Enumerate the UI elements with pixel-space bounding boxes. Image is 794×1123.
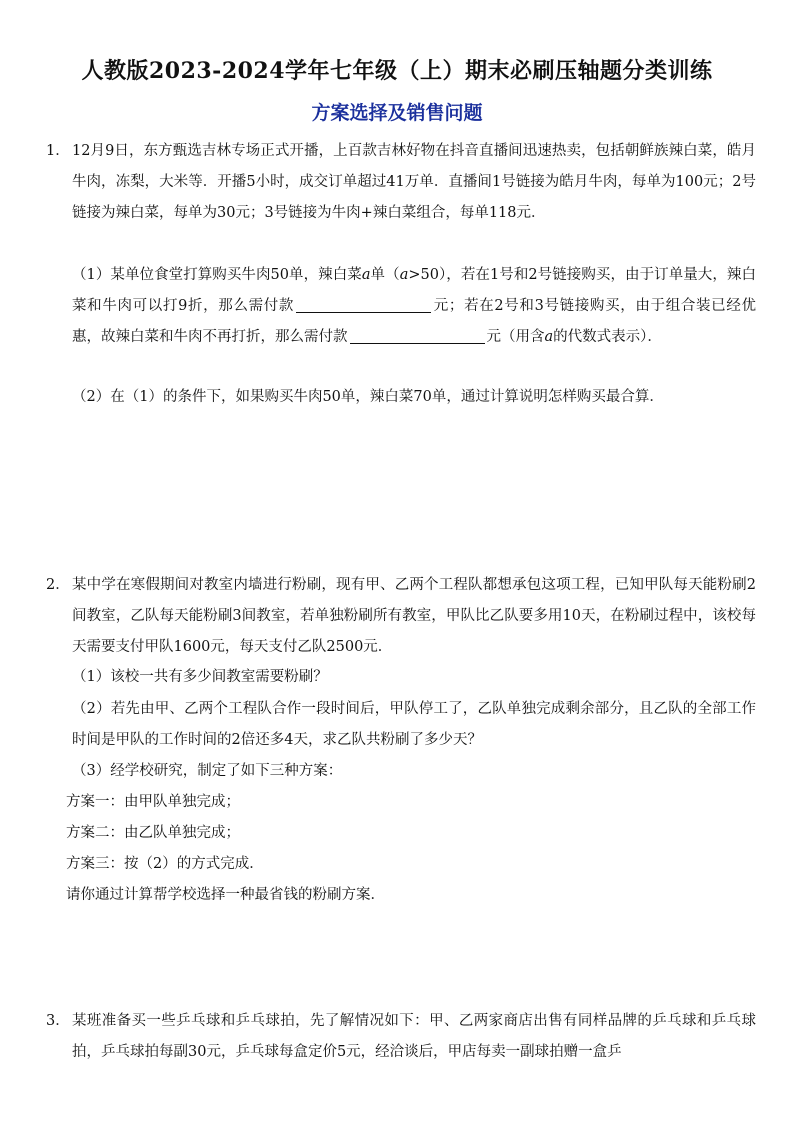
question-2-ask: 请你通过计算帮学校选择一种最省钱的粉刷方案．	[66, 887, 385, 903]
plan-1: 方案一：由甲队单独完成；	[66, 794, 240, 810]
question-2-part-3: （3）经学校研究，制定了如下三种方案：	[72, 763, 343, 779]
plan-2: 方案二：由乙队单独完成；	[66, 825, 240, 841]
question-1-part-1: （1）某单位食堂打算购买牛肉50单，辣白菜a单（a>50），若在1号和2号链接购买，由于订单量大，辣白菜和牛肉可以打9折，那么需付款 元；若在2号和3号链接购买，由于组合装已经优惠，故辣白菜和牛肉不再打折，那么需付款 元（用含a的代数式表示）．	[72, 267, 756, 345]
answer-blank-2[interactable]	[350, 325, 485, 344]
question-2-part-2: （2）若先由甲、乙两个工程队合作一段时间后，甲队停工了，乙队单独完成剩余部分，且乙队的全部工作时间是甲队的工作时间的2倍还多4天，求乙队共粉刷了多少天？	[72, 701, 756, 748]
question-3-stem: 某班准备买一些乒乓球和乒乓球拍，先了解情况如下：甲、乙两家商店出售有同样品牌的乒乓球和乒乓球拍，乒乓球拍每副30元，乒乓球每盒定价5元，经洽谈后，甲店每卖一副球拍赠一盒乒	[72, 1013, 756, 1060]
question-1-part-2: （2）在（1）的条件下，如果购买牛肉50单，辣白菜70单，通过计算说明怎样购买最合算．	[72, 389, 664, 405]
question-1-stem: 12月9日，东方甄选吉林专场正式开播，上百款吉林好物在抖音直播间迅速热卖，包括朝鲜族辣白菜，皓月牛肉，冻梨，大米等．开播5小时，成交订单超过41万单．直播间1号链接为皓月牛肉，每单为100元；2号链接为辣白菜，每单为30元；3号链接为牛肉+辣白菜组合，每单118元．	[72, 143, 757, 221]
question-3-number: 3．	[46, 1013, 70, 1029]
plan-3: 方案三：按（2）的方式完成．	[66, 856, 264, 872]
page-title: 人教版2023-2024学年七年级（上）期末必刷压轴题分类训练	[81, 58, 713, 84]
section-subtitle: 方案选择及销售问题	[311, 102, 483, 124]
question-2-part-1: （1）该校一共有多少间教室需要粉刷？	[72, 669, 328, 685]
answer-blank-1[interactable]	[296, 294, 431, 313]
question-2-number: 2．	[46, 577, 70, 593]
question-2-stem: 某中学在寒假期间对教室内墙进行粉刷，现有甲、乙两个工程队都想承包这项工程，已知甲队每天能粉刷2间教室，乙队每天能粉刷3间教室，若单独粉刷所有教室，甲队比乙队要多用10天，在粉刷过程中，该校每天需要支付甲队1600元，每天支付乙队2500元．	[72, 577, 756, 655]
question-1-number: 1．	[46, 143, 70, 159]
